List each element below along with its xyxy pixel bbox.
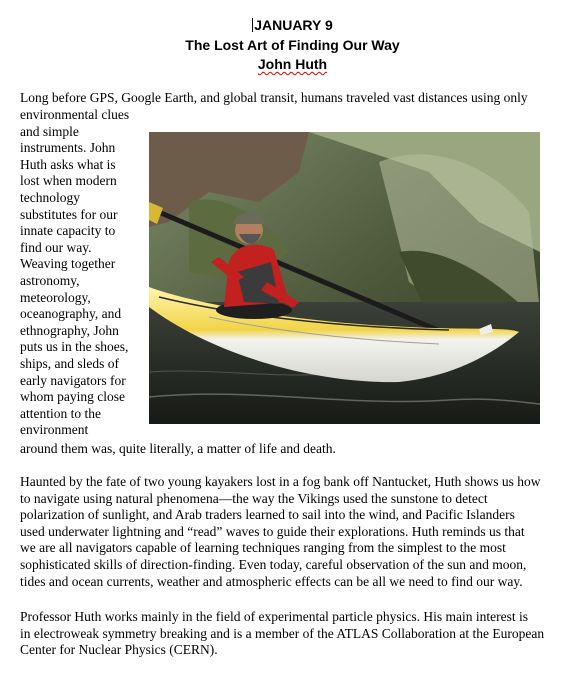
text-line: environment <box>20 422 89 438</box>
text-line: environmental clues <box>20 107 130 122</box>
author-heading <box>0 55 585 74</box>
text-line: innate capacity to <box>20 223 116 239</box>
author-name: John Huth <box>257 56 328 72</box>
text-line: and simple <box>20 123 79 139</box>
text-line: instruments. John <box>20 140 116 156</box>
paragraph-biography <box>20 609 580 659</box>
text-line: Professor Huth works mainly in the field of experimental particle physics. His main interest is <box>20 609 529 624</box>
date-heading: JANUARY 9 <box>254 17 333 33</box>
text-line: we are all navigators capable of learning techniques ranging from the simplest to the most <box>20 540 506 556</box>
intro-wrapped-column <box>20 107 148 439</box>
text-line: technology <box>20 189 80 205</box>
text-line: whom paying close <box>20 389 125 405</box>
text-line: meteorology, <box>20 289 91 305</box>
text-line: ethnography, John <box>20 322 119 338</box>
text-line: tides and ocean currents, weather and atmospheric effects can be all we need to find our way. <box>20 573 523 589</box>
text-line: Weaving together <box>20 256 116 272</box>
text-line: Huth asks what is <box>20 156 116 172</box>
text-line: astronomy, <box>20 272 80 288</box>
text-line: substitutes for our <box>20 206 118 222</box>
text-line: puts us in the shoes, <box>20 339 129 355</box>
kayaker-illustration <box>149 132 540 424</box>
text-line: oceanography, and <box>20 306 122 322</box>
title-heading: The Lost Art of Finding Our Way <box>185 37 400 53</box>
kayaker-photo <box>149 132 540 424</box>
text-line: used underwater lightning and “read” waves to guide their explorations. Huth reminds us that <box>20 523 525 539</box>
text-line: lost when modern <box>20 173 117 189</box>
text-line: ships, and sleds of <box>20 355 119 371</box>
text-line: Haunted by the fate of two young kayakers lost in a fog bank off Nantucket, Huth shows us how <box>20 474 541 489</box>
intro-closing-line: around them was, quite literally, a matter of life and death. <box>20 441 336 456</box>
intro-first-line: Long before GPS, Google Earth, and global transit, humans traveled vast distances using only <box>20 90 528 105</box>
text-line: polarization of sunlight, and Arab traders learned to sail into the wind, and Pacific Islanders <box>20 507 515 523</box>
text-line: early navigators for <box>20 372 126 388</box>
text-line: sophisticated skills of direction-finding. Even today, careful observation of the sun and moon, <box>20 556 527 572</box>
text-line: attention to the <box>20 405 101 421</box>
text-line: in electroweak symmetry breaking and is a member of the ATLAS Collaboration at the European <box>20 625 545 641</box>
text-line: Center for Nuclear Physics (CERN). <box>20 642 218 658</box>
text-line: find our way. <box>20 239 92 255</box>
paragraph-navigation <box>20 474 580 590</box>
text-line: to navigate using natural phenomena—the way the Vikings used the sunstone to detect <box>20 490 488 506</box>
